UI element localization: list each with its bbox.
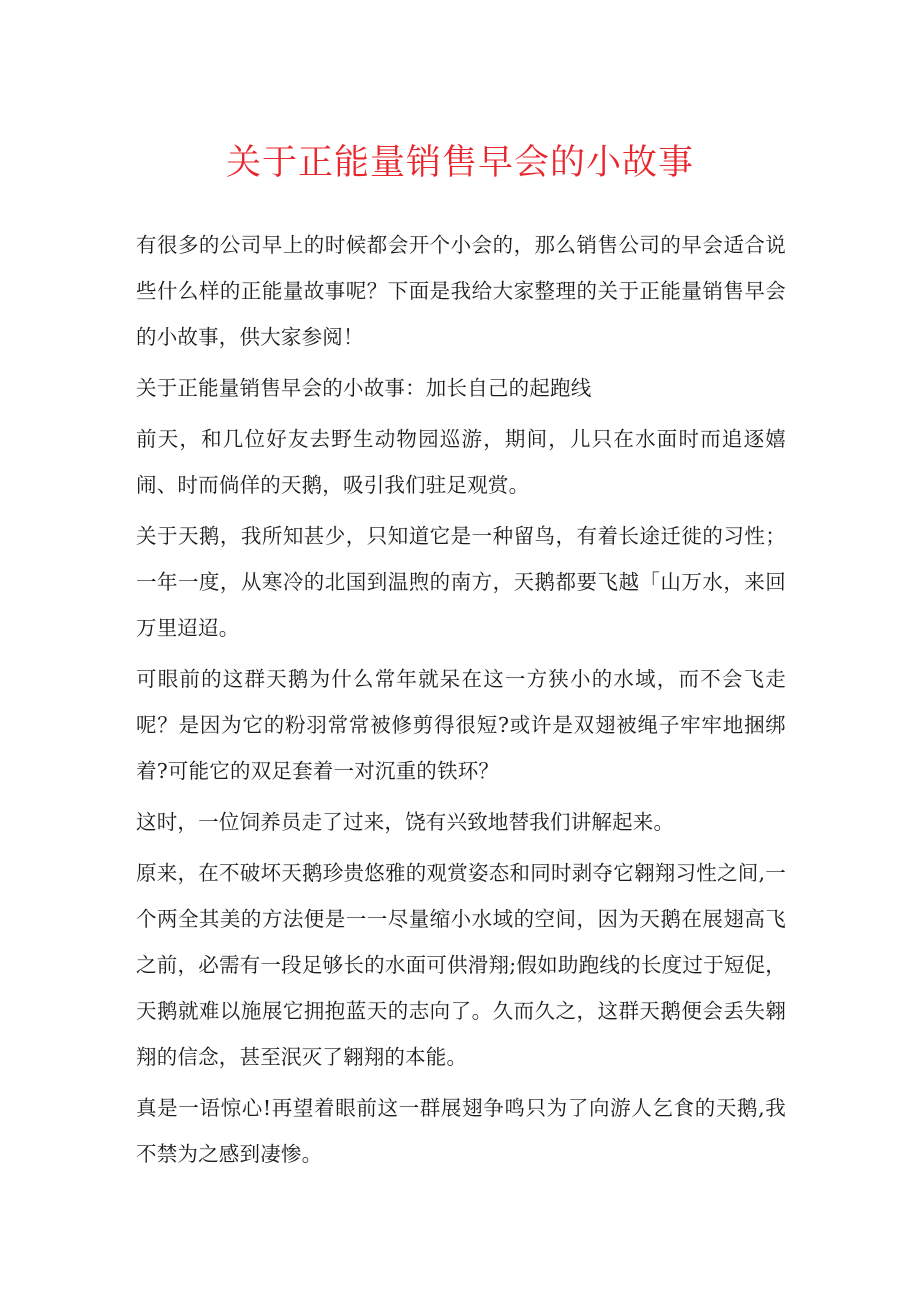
paragraph-conclusion: 真是一语惊心!再望着眼前这一群展翅争鸣只为了向游人乞食的天鹅,我不禁为之感到凄惨。 (136, 1096, 786, 1166)
paragraph-keeper: 这时，一位饲养员走了过来，饶有兴致地替我们讲解起来。 (136, 810, 675, 834)
paragraph-zoo-visit: 前天，和几位好友去野生动物园巡游，期间，儿只在水面时而追逐嬉闹、时而倘佯的天鹅，吸引我们驻足观赏。 (136, 427, 786, 497)
document-body (136, 222, 786, 1182)
document-title: 关于正能量销售早会的小故事 (225, 143, 694, 183)
paragraph-explanation: 原来，在不破坏天鹅珍贵悠雅的观赏姿态和同时剥夺它翱翔习性之间,一个两全其美的方法便是一一尽量缩小水域的空间，因为天鹅在展翅高飞之前，必需有一段足够长的水面可供滑翔;假如助跑线的长度过于短促，天鹅就难以施展它拥抱蓝天的志向了。久而久之，这群天鹅便会丢失翱翔的信念，甚至泯灭了翱翔的本能。 (136, 861, 786, 1069)
paragraph-story-heading: 关于正能量销售早会的小故事：加长自己的起跑线 (136, 376, 592, 400)
paragraph-question: 可眼前的这群天鹅为什么常年就呆在这一方狭小的水域，而不会飞走呢？是因为它的粉羽常常被修剪得很短?或许是双翅被绳子牢牢地捆绑着?可能它的双足套着一对沉重的铁环？ (136, 667, 786, 783)
paragraph-swan-migration: 关于天鹅，我所知甚少，只知道它是一种留鸟，有着长途迁徙的习性；一年一度，从寒冷的北国到温煦的南方，天鹅都要飞越「山万水，来回万里迢迢。 (136, 524, 786, 640)
paragraph-intro: 有很多的公司早上的时候都会开个小会的，那么销售公司的早会适合说些什么样的正能量故事呢？下面是我给大家整理的关于正能量销售早会的小故事，供大家参阅！ (136, 233, 786, 349)
